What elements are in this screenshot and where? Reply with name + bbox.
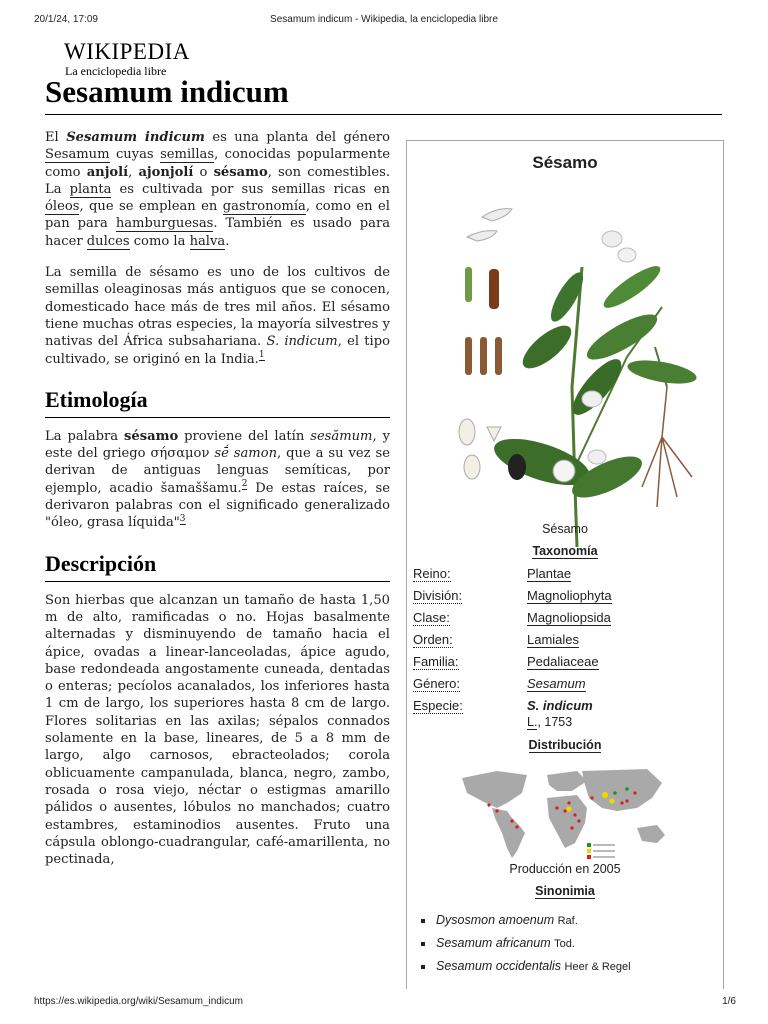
- reference-link[interactable]: 3: [179, 513, 186, 524]
- heading-etimologia: Etimología: [45, 386, 390, 418]
- logo-wordmark: WIKIPEDIA: [64, 39, 190, 64]
- taxon-row-reino: [413, 566, 717, 586]
- taxon-rank-link[interactable]: División:: [413, 588, 463, 603]
- distribution-map[interactable]: [457, 763, 677, 863]
- taxobox: [406, 140, 724, 989]
- infobox-title: Sésamo: [532, 153, 598, 172]
- taxon-rank-link[interactable]: Especie:: [413, 698, 463, 713]
- taxon-value-link[interactable]: Lamiales: [527, 632, 580, 647]
- link-sesamum[interactable]: Sesamum: [45, 147, 110, 163]
- link-hamburguesas[interactable]: hamburguesas: [115, 216, 214, 232]
- print-page-number: 1/6: [722, 996, 736, 1007]
- taxon-rank-link[interactable]: Clase:: [413, 610, 450, 625]
- taxon-rank-link[interactable]: Género:: [413, 676, 460, 691]
- taxon-value-link[interactable]: Magnoliophyta: [527, 588, 612, 603]
- taxon-species-value: S. indicum: [527, 698, 593, 713]
- taxon-row-division: [413, 588, 717, 608]
- synonym-item: Dysosmon amoenum Raf.: [421, 913, 631, 936]
- synonyms-list: [421, 913, 631, 982]
- taxon-value-link[interactable]: Pedaliaceae: [527, 654, 599, 669]
- taxonomy-heading[interactable]: Taxonomía: [532, 544, 598, 558]
- taxon-rank-link[interactable]: Orden:: [413, 632, 453, 647]
- synonym-item: Sesamum africanum Tod.: [421, 936, 631, 959]
- taxon-value-link[interactable]: Magnoliopsida: [527, 610, 611, 625]
- page-title: Sesamum indicum: [45, 72, 722, 115]
- image-caption: Sésamo: [542, 522, 588, 536]
- taxon-row-familia: [413, 654, 717, 674]
- link-semillas[interactable]: semillas: [160, 147, 215, 163]
- synonymy-heading[interactable]: Sinonimia: [535, 884, 595, 898]
- taxon-rank-link[interactable]: Reino:: [413, 566, 451, 581]
- heading-descripcion: Descripción: [45, 550, 390, 582]
- distribution-heading[interactable]: Distribución: [528, 738, 602, 752]
- link-gastronomia[interactable]: gastronomía: [222, 199, 306, 215]
- link-planta[interactable]: planta: [69, 181, 112, 197]
- intro-paragraph-1: El Sesamum indicum es una planta del género Sesamum cuyas semillas, conocidas popularmente como anjolí, ajonjolí o sésamo, son comestibles. La planta es cultivada por sus semillas ricas en óleos, que se emplean en gastronomía, como en el pan para hamburguesas. También es usado para hacer dulces como la halva.: [45, 130, 391, 249]
- synonym-item: Sesamum occidentalis Heer & Regel: [421, 959, 631, 982]
- authority-link[interactable]: L.: [527, 715, 538, 729]
- etymology-paragraph: La palabra sésamo proviene del latín sesămum, y este del griego σήσαμον sḗ samon, que a su vez se derivan de antiguas lenguas semíticas, por ejemplo, acadio šamaššamu.$^2$ De estas raíces, se derivaron palabras con el significado generalizado "óleo, grasa líquida"$^3$: [45, 428, 390, 531]
- logo-tagline: La enciclopedia libre: [65, 64, 167, 78]
- description-paragraph: Son hierbas que alcanzan un tamaño de hasta 1,50 m de alto, ramificadas o no. Hojas basalmente alternadas y disminuyendo de tamaño hacia el ápice, ovadas a linear-lanceoladas, ápice agudo, base redondeada angostamente cuneada, dentadas o enteras; pecíolos acanalados, los inferiores hasta 1 cm de largo, los superiores hasta 8 cm de largo. Flores solitarias en las axilas; sépalos connados solamente en la base, lineares, de 5 a 8 mm de largo, algo carnosos, ebracteolados; corola oblicuamente campanulada, blanca, negro, zambo, rosada o rosa viejo, néctar o estigmas amarillo pálidos o ausentes, lóbulos no manchados; cuatro estambres, estaminodios ausentes. Fruto una cápsula oblongo-cuadrangular, café-amarillenta, no pectinada,: [45, 592, 390, 868]
- link-oleos[interactable]: óleos: [45, 199, 80, 215]
- species-name: Sesamum indicum: [66, 130, 205, 145]
- print-datetime: 20/1/24, 17:09: [34, 14, 98, 25]
- print-doc-title: Sesamum indicum - Wikipedia, la enciclopedia libre: [270, 14, 498, 25]
- taxon-rank-link[interactable]: Familia:: [413, 654, 459, 669]
- sesame-botanical-illustration[interactable]: [447, 187, 697, 557]
- link-halva[interactable]: halva: [189, 233, 226, 249]
- print-url: https://es.wikipedia.org/wiki/Sesamum_indicum: [34, 996, 243, 1007]
- article-body: [45, 129, 390, 882]
- taxon-row-clase: [413, 610, 717, 630]
- taxon-row-orden: [413, 632, 717, 652]
- link-dulces[interactable]: dulces: [86, 233, 130, 249]
- taxon-row-genero: [413, 676, 717, 696]
- intro-paragraph-2: La semilla de sésamo es uno de los cultivos de semillas oleaginosas más antiguos que se conocen, domesticado hace más de tres mil años. El sésamo tiene muchas otras especies, la mayoría silvestres y nativas del África subsahariana. S. indicum, el tipo cultivado, se originó en la India.$^1$: [45, 265, 390, 367]
- taxon-value-link[interactable]: Sesamum: [527, 676, 586, 691]
- species-authority: L., 1753: [527, 715, 573, 729]
- reference-link[interactable]: 1: [258, 350, 265, 361]
- reference-link[interactable]: 2: [241, 479, 248, 490]
- taxon-value-link[interactable]: Plantae: [527, 566, 572, 581]
- map-caption: Producción en 2005: [509, 862, 621, 876]
